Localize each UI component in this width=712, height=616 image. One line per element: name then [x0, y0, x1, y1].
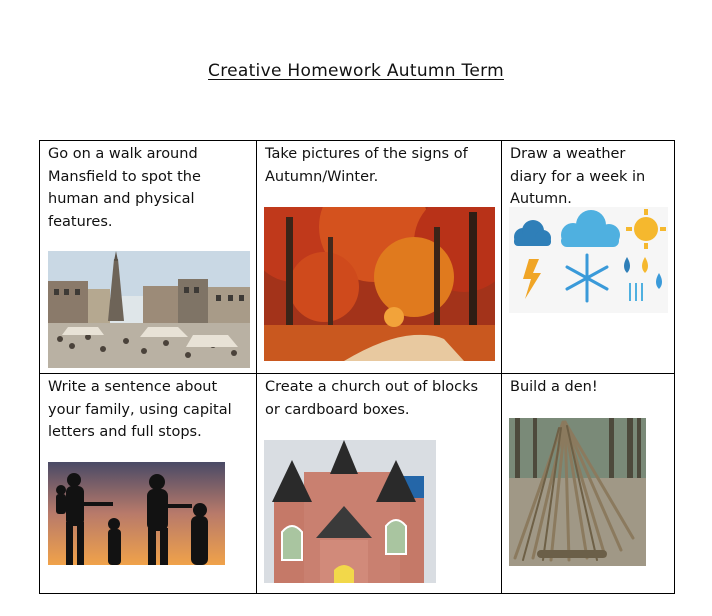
task-cell-den	[502, 374, 675, 594]
task-text: Go on a walk around Mansfield to spot the human and physical features.	[48, 146, 201, 230]
mansfield-market-photo	[48, 251, 250, 368]
family-silhouette-photo	[48, 462, 225, 565]
task-cell-pictures	[257, 141, 502, 374]
task-text: Build a den!	[510, 379, 598, 395]
stick-den-photo	[509, 418, 646, 566]
task-text: Draw a weather diary for a week in Autumn.	[510, 146, 646, 207]
task-cell-family	[40, 374, 257, 594]
task-text: Write a sentence about your family, using capital letters and full stops.	[48, 379, 232, 440]
cardboard-church-photo	[264, 440, 436, 583]
task-cell-church	[257, 374, 502, 594]
task-cell-weather	[502, 141, 675, 374]
weather-icons-image	[509, 207, 668, 313]
task-cell-walk	[40, 141, 257, 374]
autumn-forest-photo	[264, 207, 495, 361]
task-text: Create a church out of blocks or cardboard boxes.	[265, 379, 479, 418]
page-title: Creative Homework Autumn Term	[208, 61, 504, 81]
task-text: Take pictures of the signs of Autumn/Winter.	[265, 146, 468, 185]
homework-grid	[39, 140, 675, 594]
